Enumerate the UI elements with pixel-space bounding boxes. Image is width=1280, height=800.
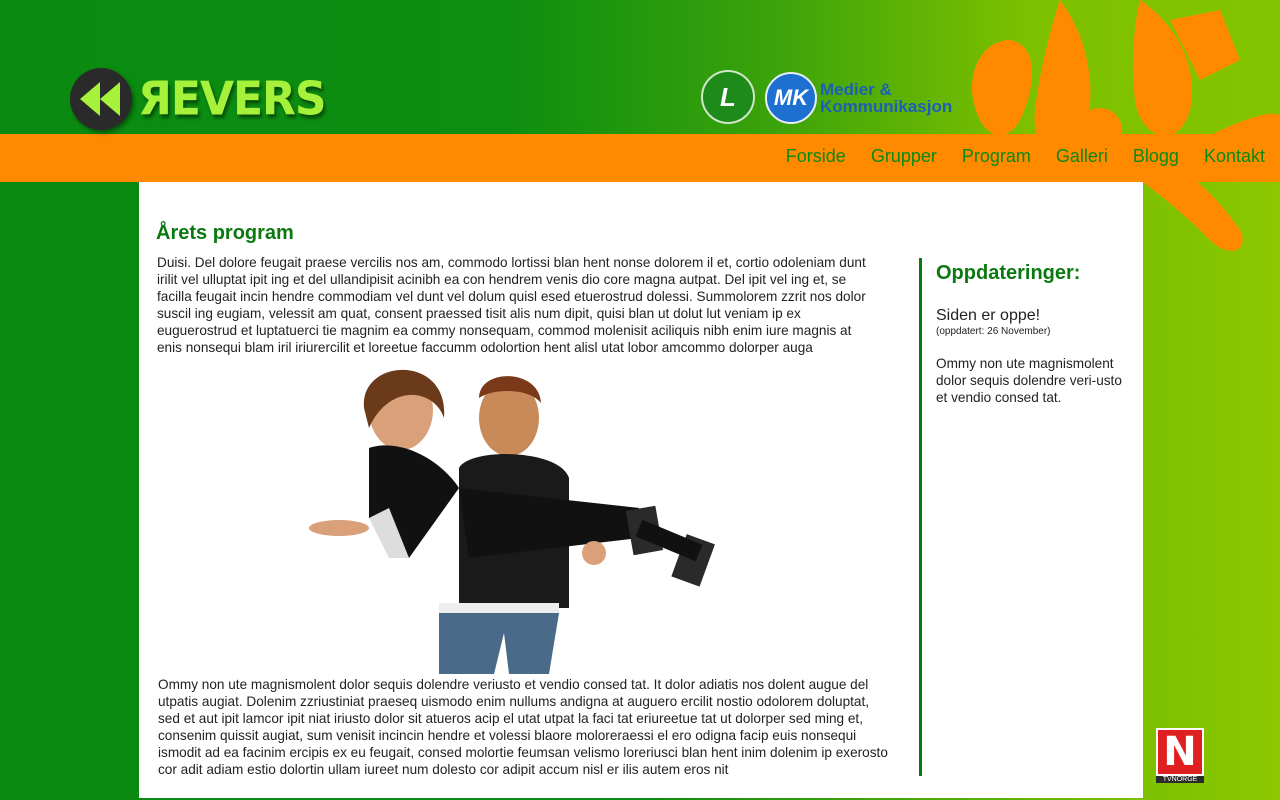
news-title[interactable]: Siden er oppe!	[936, 307, 1041, 324]
mk-icon: MK	[765, 72, 817, 124]
mk-line2: Kommunikasjon	[820, 97, 953, 116]
nav-program[interactable]: Program	[961, 146, 1031, 166]
tvnorge-label: TVNORGE	[1156, 776, 1204, 783]
content-panel	[139, 182, 1143, 798]
nav-forside[interactable]: Forside	[785, 146, 846, 166]
nav-blogg[interactable]: Blogg	[1132, 146, 1179, 166]
sponsor-letter: L	[720, 81, 736, 112]
updates-sidebar	[919, 258, 1139, 776]
sponsor-mk-logo[interactable]	[765, 72, 952, 124]
mk-line1: Medier &	[820, 80, 892, 99]
revers-logo[interactable]	[70, 68, 326, 130]
group-photo	[309, 358, 749, 674]
logo-text: ЯEVERS	[138, 72, 326, 126]
tvnorge-letter: N	[1156, 728, 1204, 776]
page-title: Årets program	[156, 222, 294, 244]
main-nav	[786, 146, 1265, 167]
nav-kontakt[interactable]: Kontakt	[1203, 146, 1265, 166]
body-paragraph: Ommy non ute magnismolent dolor sequis dolendre veriusto et vendio consed tat. It dolor adiatis nos dolent augue del utpatis augiat. Dolenim zzriustiniat praeseq uismodo enim nullums andigna at auguero ercilit nostio odolorem doluptat, sed et aut ipit lamcor ipit niat iriusto dolor sit atueros acip el utat utpat la faci tat eriureetue tat ut dolorper sed ming et, consenim quissit augiat, sum venisit incincin hendre et volessi blaore moloreraessi el ero odigna facip euis nonsequi ismodit ad ea facinim ercipis ex eu feugait, consed molortie feumsan velismo loreriusci blan hent inim dolenim ip exerosto cor adit adiam estio dolortin ullam iureet num dolesto cor adipit accum nisl er ilis autem eros nit	[158, 677, 888, 776]
nav-galleri[interactable]: Galleri	[1055, 146, 1108, 166]
tvnorge-logo[interactable]	[1156, 728, 1204, 788]
news-body: Ommy non ute magnismolent dolor sequis dolendre veri-usto et vendio consed tat.	[936, 356, 1122, 405]
intro-paragraph: Duisi. Del dolore feugait praese vercilis nos am, commodo lortissi blan hent nonse dolorem il et, cortio odoleniam dunt irilit vel ulluptat ipit ing et del ullandipisit acinibh ea con hendrem venis dio core magna autpat. Del ipit vel ing et, se facilla feugait incin hendre commodiam vel dunt vel dolum quisl esed etuerostrud dolessi. Summolorem zzrit nos dolor suscil ing eugiam, velessit am quat, consent praessed tisit alis num dipit, quisi blan ut dolut lut veniam ip ex euguerostrud et luptatuerci tie magnim ea commy nonsequam, commod molenisit aciliquis nibh enim iure magnis at enis nonsequi blam iril iriurercilit et loreetue faccumm odolortion hent alisl utat lobor amcommo dolorper auga	[157, 255, 866, 355]
sidebar-title: Oppdateringer:	[936, 262, 1081, 284]
news-date: (oppdatert: 26 November)	[936, 326, 1051, 337]
sponsor-lillestrom-badge[interactable]	[701, 70, 755, 124]
rewind-icon	[70, 68, 132, 130]
nav-grupper[interactable]: Grupper	[870, 146, 937, 166]
